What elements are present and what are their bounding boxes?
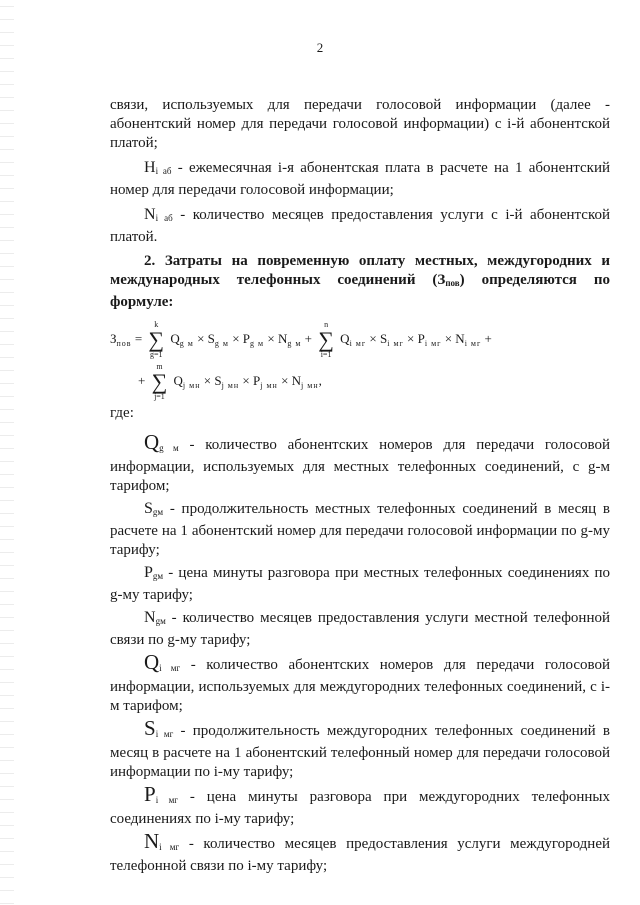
symbol-subscript: i аб bbox=[155, 166, 172, 176]
definition-text: - количество месяцев предоставления услуги междугородней телефонной связи по i-му тарифу; bbox=[110, 836, 611, 874]
sum-upper: n bbox=[324, 320, 329, 329]
times-sign: × bbox=[369, 330, 377, 346]
symbol-subscript: i аб bbox=[155, 213, 173, 223]
definition-text: - количество абонентских номеров для передачи голосовой информации, используемых для местных телефонных соединений, с g-м тарифом; bbox=[110, 437, 610, 494]
symbol-subscript: gм bbox=[152, 507, 164, 517]
symbol-subscript: i мг bbox=[159, 842, 180, 852]
factor-s: S bbox=[214, 372, 222, 388]
sum-lower: g=1 bbox=[150, 350, 163, 359]
sum-upper: m bbox=[156, 362, 163, 371]
definition-text: - количество месяцев предоставления услуги с i-й абонентской платой. bbox=[110, 207, 610, 245]
times-sign: × bbox=[232, 330, 240, 346]
factor-p: P bbox=[242, 330, 251, 346]
times-sign: × bbox=[407, 330, 415, 346]
sigma-symbol: ∑ bbox=[318, 327, 334, 352]
times-sign: × bbox=[281, 372, 289, 388]
symbol: Q bbox=[144, 430, 160, 454]
definition-text: - ежемесячная i-я абонентская плата в расчете на 1 абонентский номер для передачи голосовой информации; bbox=[110, 160, 611, 198]
definition-text: - цена минуты разговора при местных телефонных соединениях по g-му тарифу; bbox=[110, 565, 611, 603]
factor-sub: i мг bbox=[424, 338, 442, 348]
sum-j bbox=[152, 362, 168, 402]
scan-left-edge bbox=[0, 0, 14, 905]
page-number: 2 bbox=[316, 40, 324, 55]
formula-end-comma: , bbox=[318, 372, 322, 388]
times-sign: × bbox=[444, 330, 453, 346]
symbol: N bbox=[144, 609, 156, 626]
definition-item bbox=[110, 563, 610, 605]
symbol: S bbox=[144, 716, 156, 740]
symbol-subscript: i мг bbox=[159, 663, 181, 673]
symbol: N bbox=[144, 206, 156, 223]
factor-sub: i мг bbox=[387, 338, 404, 348]
factor-sub: g м bbox=[287, 338, 302, 348]
where-label: где: bbox=[110, 405, 134, 421]
symbol: H bbox=[144, 159, 156, 176]
times-sign: × bbox=[242, 372, 250, 388]
factor-q: Q bbox=[170, 330, 180, 346]
definition-item bbox=[110, 608, 610, 650]
definition-item bbox=[110, 829, 611, 876]
symbol: S bbox=[144, 500, 153, 517]
factor-sub: i мг bbox=[464, 338, 482, 348]
heading-tail: ) определяются по формуле: bbox=[110, 272, 610, 310]
paragraph-continuation: связи, используемых для передачи голосовой информации (далее - абонентский номер для передачи голосовой информации) с i-й абонентской платой; bbox=[110, 97, 610, 151]
factor-sub: j мн bbox=[260, 380, 278, 390]
definition-h-iab bbox=[110, 158, 610, 200]
times-sign: × bbox=[267, 330, 275, 346]
symbol-subscript: i мг bbox=[155, 729, 174, 739]
times-sign: × bbox=[197, 330, 205, 346]
symbol: Q bbox=[144, 650, 160, 674]
factor-q: Q bbox=[173, 372, 183, 388]
factor-p: P bbox=[253, 372, 261, 388]
factor-sub: j мн bbox=[182, 380, 201, 390]
sum-g bbox=[148, 320, 164, 360]
sigma-symbol: ∑ bbox=[151, 369, 168, 394]
section-heading bbox=[110, 252, 610, 312]
factor-sub: g м bbox=[250, 338, 265, 348]
factor-sub: j мн bbox=[221, 380, 240, 390]
sum-upper: k bbox=[154, 320, 159, 329]
symbol-subscript: gм bbox=[155, 616, 166, 626]
definition-text: - продолжительность междугородних телефонных соединений в месяц в расчете на 1 абонентский телефонный номер для передачи голосовой информации по i-му тарифу; bbox=[110, 723, 610, 780]
symbol: P bbox=[144, 782, 156, 806]
symbol-subscript: i мг bbox=[155, 795, 178, 805]
factor-sub: g м bbox=[179, 338, 194, 348]
document-body bbox=[110, 96, 610, 879]
formula-line-1 bbox=[110, 320, 492, 360]
heading-lead: 2. Затраты на повременную оплату местных, междугородних и международных телефонных соединений (З bbox=[110, 253, 610, 288]
definition-item bbox=[110, 650, 610, 716]
definition-item bbox=[110, 499, 610, 560]
factor-n: N bbox=[291, 372, 302, 388]
plus-sign: + bbox=[138, 372, 146, 388]
plus-sign: + bbox=[484, 330, 492, 346]
heading-subscript: пов bbox=[445, 278, 460, 288]
factor-p: P bbox=[417, 330, 425, 346]
definition-item bbox=[110, 716, 610, 782]
factor-n: N bbox=[455, 330, 465, 346]
definition-item bbox=[110, 430, 610, 496]
factor-sub: i мг bbox=[349, 338, 367, 348]
equals-sign: = bbox=[134, 330, 143, 346]
plus-sign: + bbox=[304, 330, 312, 346]
formula-lhs-sub: пов bbox=[116, 338, 132, 348]
factor-sub: j мн bbox=[301, 380, 319, 390]
sum-i bbox=[318, 320, 334, 360]
symbol: P bbox=[144, 564, 153, 581]
sum-lower: j=1 bbox=[154, 392, 165, 401]
definition-n-iab bbox=[110, 205, 610, 247]
definition-text: - продолжительность местных телефонных соединений в месяц в расчете на 1 абонентский номер для передачи голосовой информации по g-му тарифу; bbox=[110, 501, 610, 558]
cost-formula bbox=[110, 316, 610, 401]
formula-line-2 bbox=[138, 362, 322, 402]
definition-text: - цена минуты разговора при междугородних телефонных соединениях по i-му тарифу; bbox=[110, 789, 610, 827]
definition-text: - количество абонентских номеров для передачи голосовой информации, используемых для междугородних телефонных соединений, с i-м тарифом; bbox=[110, 657, 610, 714]
definitions-list bbox=[110, 430, 611, 876]
symbol-subscript: g м bbox=[159, 443, 179, 453]
factor-s: S bbox=[207, 330, 215, 346]
factor-q: Q bbox=[340, 330, 350, 346]
symbol: N bbox=[144, 829, 160, 853]
factor-s: S bbox=[379, 330, 388, 346]
factor-sub: g м bbox=[214, 338, 229, 348]
definition-item bbox=[110, 782, 610, 829]
times-sign: × bbox=[203, 372, 212, 388]
definition-text: - количество месяцев предоставления услуги местной телефонной связи по g-му тарифу; bbox=[110, 610, 611, 648]
sum-lower: i=1 bbox=[320, 350, 332, 359]
factor-n: N bbox=[277, 330, 288, 346]
symbol-subscript: gм bbox=[152, 571, 164, 581]
formula-lhs: З bbox=[110, 330, 117, 346]
sigma-symbol: ∑ bbox=[148, 327, 165, 352]
